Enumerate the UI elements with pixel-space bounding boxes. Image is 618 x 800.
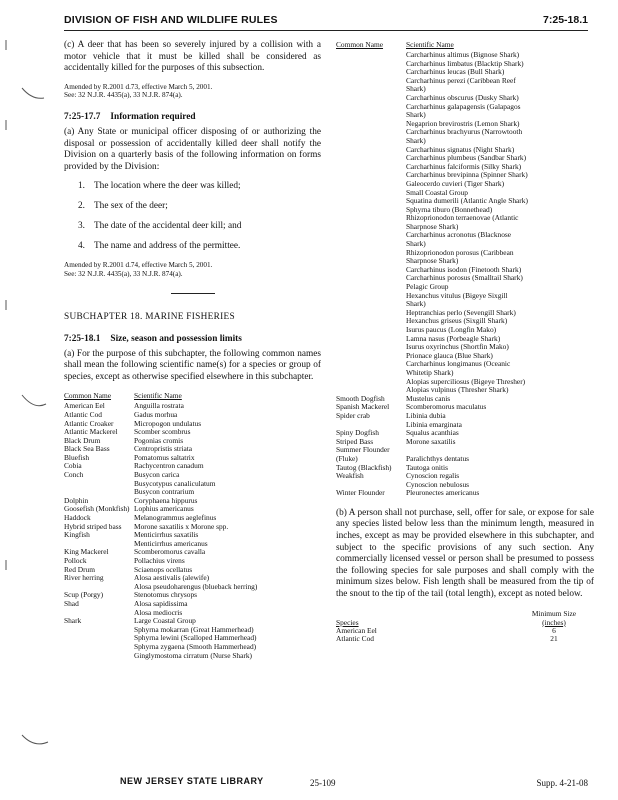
common-name-cell (336, 128, 406, 137)
section-heading-17-7: 7:25-17.7 Information required (64, 111, 196, 122)
scientific-name-cell: Large Coastal Group (134, 616, 196, 626)
scientific-name-cell: Libinia emarginata (406, 419, 462, 429)
common-name-cell: River herring (64, 573, 104, 583)
scientific-name-cell: Centropristis striata (134, 444, 193, 454)
paragraph-b: (b) A person shall not purchase, sell, offer for sale, or expose for sale any species listed below less than the minimum length, measured in inches, except as may be provided elsewhere in this subchapter, and subject to the specific provisions of any such section. Any commercially licensed vessel or person shall be presumed to possess the following species for sale purposes and shall comply with the minimum sizes below. Fish length shall be measured from the tip of the snout to the tip of the tail (total length), except as noted below. (336, 507, 594, 600)
header-section: 7:25-18.1 (543, 14, 588, 26)
species-table-left (64, 391, 321, 660)
common-name-cell (336, 137, 406, 146)
common-name-cell (336, 77, 406, 86)
scientific-name-cell: Menticirrhus americanus (134, 538, 208, 548)
common-name-cell (336, 274, 406, 283)
common-name-cell (336, 223, 406, 232)
page-number: 25-109 (310, 778, 336, 788)
list-item-text: The name and address of the permittee. (94, 241, 241, 252)
common-name-cell: Shark (64, 616, 82, 626)
common-name-cell (336, 163, 406, 172)
scientific-name-cell: Squatina dumerili (Atlantic Angle Shark) (406, 196, 528, 206)
scientific-name-cell: Carcharhinus obscurus (Dusky Shark) (406, 92, 519, 102)
scientific-name-cell: Mustelus canis (406, 393, 451, 403)
scientific-name-cell: Alosa pseudoharengus (blueback herring) (134, 581, 258, 591)
table-row (64, 402, 321, 411)
scientific-name-cell: Small Coastal Group (406, 187, 468, 197)
common-name-cell (64, 480, 134, 489)
scientific-name-cell: Rhizoprionodon porosus (Caribbean (406, 247, 514, 257)
scientific-name-cell: Carcharhinus leucas (Bull Shark) (406, 67, 505, 77)
column-header-common-name: Common Name (64, 391, 112, 401)
scientific-name-cell: Sharpnose Shark) (406, 221, 459, 231)
scientific-name-cell: Libinia dubia (406, 410, 446, 420)
scientific-name-cell: Hexanchus griseus (Sixgill Shark) (406, 316, 508, 326)
subchapter-heading: SUBCHAPTER 18. MARINE FISHERIES (64, 311, 235, 322)
common-name-cell: Red Drum (64, 564, 95, 574)
column-header-scientific-name: Scientific Name (406, 40, 454, 49)
table-row (64, 591, 321, 600)
column-header-scientific-name: Scientific Name (134, 391, 182, 401)
list-item-text: The sex of the deer; (94, 201, 168, 212)
scientific-name-cell: Pleuronectes americanus (406, 488, 480, 498)
common-name-cell: Atlantic Mackerel (64, 427, 118, 437)
scientific-name-cell: Morone saxatilis x Morone spp. (134, 521, 229, 531)
scientific-name-cell: Tautoga onitis (406, 462, 448, 472)
list-item (78, 201, 321, 212)
common-name-cell (336, 197, 406, 206)
scientific-name-cell: Carcharhinus longimanus (Oceanic (406, 359, 511, 369)
list-item-number: 4. (78, 241, 85, 252)
list-item-text: The date of the accidental deer kill; and (94, 221, 242, 232)
scientific-name-cell: Heptranchias perlo (Sevengill Shark) (406, 307, 516, 317)
scientific-name-cell: Gadus morhua (134, 409, 178, 419)
scientific-name-cell: Alosa aestivalis (alewife) (134, 573, 210, 583)
table-row (336, 403, 594, 412)
scientific-name-cell: Carcharhinus falciformis (Silky Shark) (406, 161, 522, 171)
paragraph-a-18-1: (a) For the purpose of this subchapter, the following common names shall mean the following scientific name(s) for a species or group of species, except as otherwise specified elsewhere in this subchapter. (64, 348, 321, 382)
scientific-name-cell: Anguilla rostrata (134, 401, 184, 411)
table-row (336, 274, 594, 283)
scientific-name-cell: Isurus oxyrinchus (Shortfin Mako) (406, 342, 509, 352)
scientific-name-cell: Alosa mediocris (134, 607, 183, 617)
scientific-name-cell: Micropogon undulatus (134, 418, 202, 428)
scientific-name-cell: Carcharhinus brevipinna (Spinner Shark) (406, 170, 528, 180)
header-rule (64, 30, 588, 31)
common-name-cell (336, 335, 406, 344)
list-item-number: 1. (78, 181, 85, 192)
common-name-cell (336, 103, 406, 112)
common-name-cell (64, 634, 134, 643)
common-name-cell: Bluefish (64, 452, 90, 462)
common-name-cell (336, 146, 406, 155)
scientific-name-cell: Carcharhinus limbatus (Blacktip Shark) (406, 58, 524, 68)
common-name-cell (336, 249, 406, 258)
scientific-name-cell: Sharpnose Shark) (406, 256, 459, 266)
list-item-number: 2. (78, 201, 85, 212)
scientific-name-cell: Busycon carica (134, 470, 180, 480)
scientific-name-cell: Pollachius virens (134, 556, 185, 565)
scientific-name-cell: Sciaenops ocellatus (134, 564, 193, 574)
common-name-cell: Atlantic Cod (64, 409, 102, 419)
table-row (64, 652, 321, 661)
table-row (64, 600, 321, 609)
common-name-cell: Tautog (Blackfish) (336, 462, 392, 472)
common-name-cell (336, 300, 406, 309)
amendment-note-2: Amended by R.2001 d.74, effective March 5, 2001. See: 32 N.J.R. 4435(a), 33 N.J.R. 874(a). (64, 261, 213, 278)
common-name-cell: Black Sea Bass (64, 444, 110, 454)
table-row (64, 548, 321, 557)
size-header-species: Species (336, 617, 359, 627)
common-name-cell: Goosefish (Monkfish) (64, 504, 130, 514)
common-name-cell (336, 60, 406, 69)
list-item (78, 241, 321, 252)
scientific-name-cell: Sphyrna mokarran (Great Hammerhead) (134, 624, 254, 634)
information-list (64, 181, 321, 252)
scientific-name-cell: Isurus paucus (Longfin Mako) (406, 325, 497, 334)
scientific-name-cell: Stenotomus chrysops (134, 590, 198, 600)
scientific-name-cell: Busycon contrarium (134, 487, 195, 497)
scientific-name-cell: Morone saxatilis (406, 436, 456, 446)
scientific-name-cell: Pomatomus saltatrix (134, 452, 195, 462)
common-name-cell (336, 240, 406, 249)
scientific-name-cell: Pogonias cromis (134, 435, 184, 445)
scientific-name-cell: Alopias superciliosus (Bigeye Thresher) (406, 376, 526, 386)
scientific-name-cell: Pelagic Group (406, 282, 449, 292)
scientific-name-cell: Busycotypus canaliculatum (134, 478, 216, 488)
common-name-cell (336, 94, 406, 103)
common-name-cell: Pollock (64, 556, 87, 565)
library-stamp: NEW JERSEY STATE LIBRARY (120, 776, 264, 786)
common-name-cell: Spiny Dogfish (336, 428, 379, 438)
table-row (336, 464, 594, 473)
common-name-cell (336, 111, 406, 120)
scientific-name-cell: Sphyrna zygaena (Smooth Hammerhead) (134, 641, 257, 651)
scientific-name-cell: Scomberomorus cavalla (134, 547, 206, 557)
table-row (336, 360, 594, 369)
common-name-cell: Summer Flounder (336, 445, 390, 455)
common-name-cell: King Mackerel (64, 547, 109, 557)
scientific-name-cell: Carcharhinus perezi (Caribbean Reef (406, 75, 516, 85)
common-name-cell (336, 85, 406, 94)
common-name-cell: Haddock (64, 513, 91, 523)
scientific-name-cell: Sphyrna lewini (Scalloped Hammerhead) (134, 633, 257, 643)
common-name-cell: (Fluke) (336, 453, 358, 463)
list-item (78, 181, 321, 192)
scientific-name-cell: Alosa sapidissima (134, 598, 188, 608)
common-name-cell: Dolphin (64, 495, 89, 505)
table-row (336, 292, 594, 301)
common-name-cell: Hybrid striped bass (64, 521, 122, 531)
species-table-right (336, 40, 594, 498)
scientific-name-cell: Alopias vulpinus (Thresher Shark) (406, 385, 509, 395)
common-name-cell (336, 317, 406, 326)
common-name-cell: Kingfish (64, 530, 90, 540)
size-header-line-1: Minimum Size (531, 608, 577, 618)
size-header-inches: (inches) (542, 617, 566, 627)
scientific-name-cell: Coryphaena hippurus (134, 495, 198, 505)
table-row (336, 249, 594, 258)
table-row (64, 428, 321, 437)
section-heading-18-1: 7:25-18.1 Size, season and possession limits (64, 333, 242, 344)
common-name-cell (336, 68, 406, 77)
common-name-cell (336, 326, 406, 335)
minimum-size-table (336, 609, 594, 644)
scientific-name-cell: Shark) (406, 299, 426, 309)
right-column (336, 40, 594, 644)
scientific-name-cell: Menticirrhus saxatilis (134, 530, 199, 540)
scientific-name-cell: Rachycentron canadum (134, 461, 204, 471)
common-name-cell (336, 206, 406, 215)
scientific-name-cell: Scomberomorus maculatus (406, 402, 487, 412)
scientific-name-cell: Negaprion brevirostris (Lemon Shark) (406, 118, 520, 128)
common-name-cell (336, 369, 406, 378)
scientific-name-cell: Sphyrna tiburo (Bonnethead) (406, 204, 493, 214)
common-name-cell (336, 378, 406, 387)
scientific-name-cell: Rhizoprionodon terraenovae (Atlantic (406, 213, 519, 223)
common-name-cell: Conch (64, 470, 84, 480)
paragraph-a-17-7: (a) Any State or municipal officer disposing of or authorizing the disposal or possession of accidentally killed deer shall notify the Division on a quarterly basis of the following information on forms provided by the Division: (64, 126, 321, 172)
scientific-name-cell: Carcharhinus brachyurus (Narrowtooth (406, 127, 523, 137)
common-name-cell: Striped Bass (336, 436, 374, 446)
left-column (64, 40, 321, 660)
scientific-name-cell: Cynoscion nebulosus (406, 479, 470, 489)
table-row (336, 77, 594, 86)
table-row (336, 103, 594, 112)
common-name-cell (336, 154, 406, 163)
scientific-name-cell: Shark) (406, 239, 426, 249)
scientific-name-cell: Carcharhinus plumbeus (Sandbar Shark) (406, 153, 527, 163)
common-name-cell: Cobia (64, 461, 82, 471)
common-name-cell: Weakfish (336, 471, 364, 481)
common-name-cell (64, 626, 134, 635)
common-name-cell (336, 309, 406, 318)
common-name-cell (336, 266, 406, 275)
scientific-name-cell: Lophius americanus (134, 504, 194, 514)
table-row (64, 557, 321, 566)
table-row (336, 489, 594, 498)
common-name-cell (336, 189, 406, 198)
list-item (78, 221, 321, 232)
common-name-cell (64, 643, 134, 652)
common-name-cell (336, 180, 406, 189)
common-name-cell (336, 171, 406, 180)
common-name-cell (336, 231, 406, 240)
scientific-name-cell: Melanogrammus aeglefinus (134, 513, 217, 523)
table-row (336, 128, 594, 137)
common-name-cell (336, 343, 406, 352)
common-name-cell (336, 352, 406, 361)
table-row (336, 429, 594, 438)
common-name-cell: Shad (64, 598, 79, 608)
common-name-cell: Atlantic Croaker (64, 418, 114, 428)
common-name-cell: Smooth Dogfish (336, 393, 385, 403)
column-header-common-name: Common Name (336, 40, 384, 49)
list-item-number: 3. (78, 221, 85, 232)
table-row (336, 214, 594, 223)
common-name-cell (336, 283, 406, 292)
table-row (64, 462, 321, 471)
scientific-name-cell: Lamna nasus (Porbeagle Shark) (406, 333, 501, 343)
scientific-name-cell: Shark) (406, 84, 426, 94)
common-name-cell: Scup (Porgy) (64, 590, 104, 600)
running-header (64, 14, 588, 30)
size-value-cell: 21 (550, 634, 558, 644)
common-name-cell (336, 360, 406, 369)
section-divider (171, 293, 215, 294)
common-name-cell (64, 652, 134, 661)
scientific-name-cell: Ginglymostoma cirratum (Nurse Shark) (134, 650, 253, 660)
scientific-name-cell: Whitetip Shark) (406, 367, 454, 377)
common-name-cell (336, 292, 406, 301)
common-name-cell: American Eel (64, 401, 105, 411)
amendment-note-1: Amended by R.2001 d.73, effective March 5, 2001. See: 32 N.J.R. 4435(a), 33 N.J.R. 874(a). (64, 82, 213, 100)
common-name-cell (336, 214, 406, 223)
table-row (336, 231, 594, 240)
size-value-cell: 6 (552, 625, 556, 635)
scientific-name-cell: Squalus acanthias (406, 428, 459, 438)
scientific-name-cell: Hexanchus vitulus (Bigeye Sixgill (406, 290, 508, 300)
scientific-name-cell: Paralichthys dentatus (406, 453, 470, 463)
scientific-name-cell: Shark) (406, 110, 426, 120)
scientific-name-cell: Carcharhinus altimus (Bignose Shark) (406, 50, 520, 59)
common-name-cell (336, 120, 406, 129)
common-name-cell: Spider crab (336, 410, 370, 420)
common-name-cell: Spanish Mackerel (336, 402, 390, 412)
scientific-name-cell: Carcharhinus isodon (Finetooth Shark) (406, 264, 522, 274)
common-name-cell (336, 257, 406, 266)
size-species-cell: American Eel (336, 625, 377, 635)
scientific-name-cell: Cynoscion regalis (406, 471, 460, 481)
scientific-name-cell: Shark) (406, 135, 426, 145)
supplement-date: Supp. 4-21-08 (536, 778, 588, 788)
header-title: DIVISION OF FISH AND WILDLIFE RULES (64, 14, 278, 26)
size-species-cell: Atlantic Cod (336, 634, 374, 644)
scientific-name-cell: Carcharhinus galapagensis (Galapagos (406, 101, 521, 111)
scientific-name-cell: Carcharhinus acronotus (Blacknose (406, 230, 512, 240)
table-row (336, 635, 594, 644)
scientific-name-cell: Scomber scombrus (134, 427, 191, 437)
scientific-name-cell: Carcharhinus porosus (Smalltail Shark) (406, 273, 523, 283)
common-name-cell: Winter Flounder (336, 488, 385, 498)
table-row (336, 412, 594, 421)
common-name-cell: Black Drum (64, 435, 101, 445)
paragraph-c: (c) A deer that has been so severely injured by a collision with a motor vehicle that it must be killed shall be considered as accidentally killed for the purposes of this subsection. (64, 40, 321, 74)
scientific-name-cell: Carcharhinus signatus (Night Shark) (406, 144, 515, 154)
list-item-text: The location where the deer was killed; (94, 181, 241, 192)
scientific-name-cell: Prionace glauca (Blue Shark) (406, 350, 493, 360)
scientific-name-cell: Galeocerdo cuvieri (Tiger Shark) (406, 178, 505, 188)
common-name-cell (336, 51, 406, 60)
